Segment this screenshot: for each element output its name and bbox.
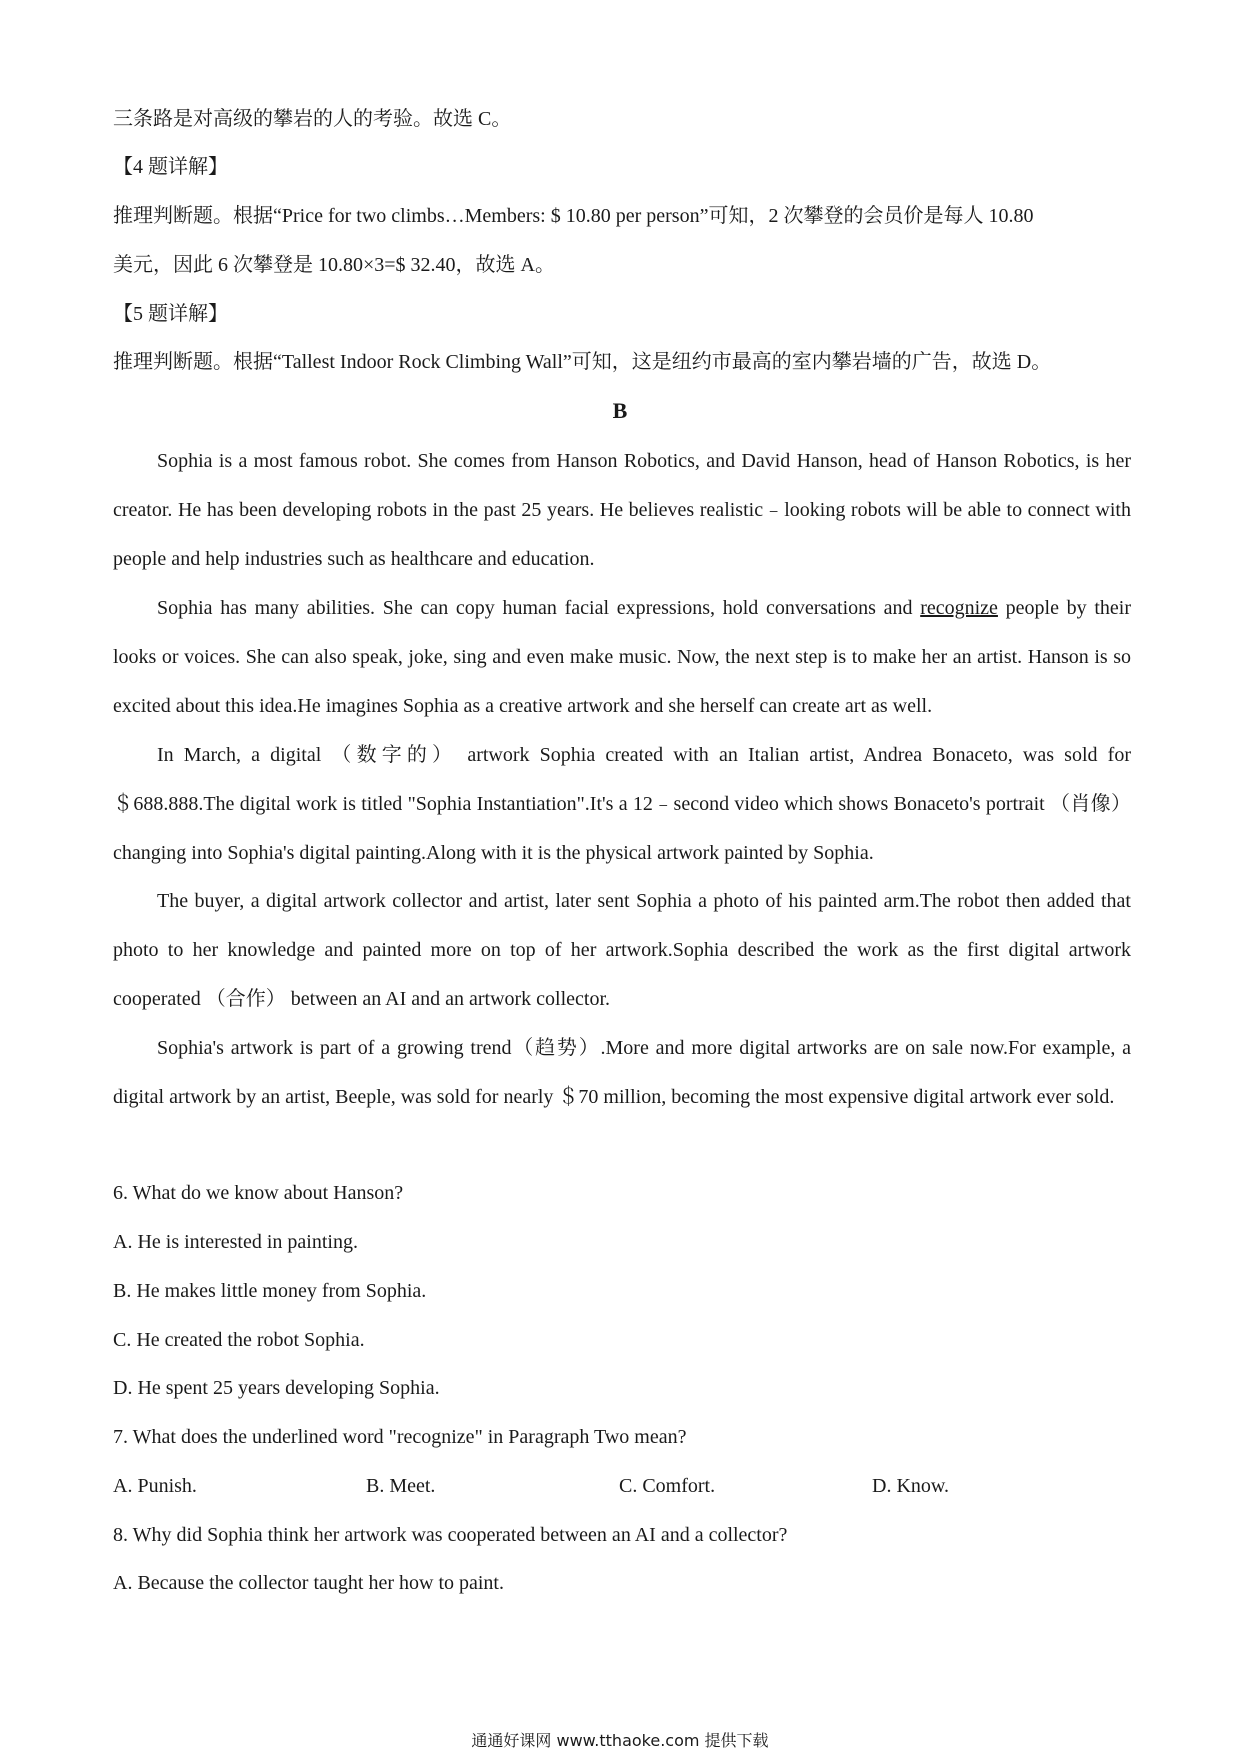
- answer-5-heading: 【5 题详解】: [113, 303, 228, 325]
- question-7: 7. What does the underlined word "recognize" in Paragraph Two mean?: [113, 1426, 687, 1448]
- section-title: B: [612, 398, 628, 423]
- answer-4-line-2: 美元，因此 6 次攀登是 10.80×3=$ 32.40，故选 A。: [113, 254, 556, 276]
- question-6: 6. What do we know about Hanson?: [113, 1182, 404, 1204]
- question-8: 8. Why did Sophia think her artwork was cooperated between an AI and a collector?: [113, 1524, 788, 1546]
- underlined-word: recognize: [920, 597, 998, 619]
- paragraph-2-start: Sophia has many abilities. She can copy human facial expressions, hold conversations and: [157, 597, 921, 619]
- footer-source: 通通好课网 www.tthaoke.com 提供下载: [471, 1731, 769, 1750]
- question-6-option-b: B. He makes little money from Sophia.: [113, 1280, 427, 1302]
- question-6-option-c: C. He created the robot Sophia.: [113, 1329, 365, 1351]
- paragraph-2-text: [113, 584, 1131, 731]
- paragraph-1-text: Sophia is a most famous robot. She comes from Hanson Robotics, and David Hanson, head of Hanson Robotics, is her creator. He has been developing robots in the past 25 years. He believes realistic﹣looking robots will be able to connect with people and help industries such as healthcare and education.: [113, 450, 1131, 570]
- question-6-option-a: A. He is interested in painting.: [113, 1231, 358, 1253]
- question-6-option-d: D. He spent 25 years developing Sophia.: [113, 1377, 440, 1399]
- paragraph-5-text: Sophia's artwork is part of a growing trend（趋势）.More and more digital artworks are on sale now.For example, a digital artwork by an artist, Beeple, was sold for nearly ＄70 million, becoming the most expensive digital artwork ever sold.: [113, 1037, 1131, 1108]
- answer-line-3-end: 三条路是对高级的攀岩的人的考验。故选 C。: [113, 108, 512, 130]
- paragraph-2-end: people by their looks or voices. She can also speak, joke, sing and even make music. Now, the next step is to make her an artist. Hanson is so excited about this idea.He imagines Sophia as a creative artwork and she herself can create art as well.: [113, 597, 1131, 717]
- question-7-option-a: A. Punish.: [113, 1475, 197, 1497]
- answer-4-heading: 【4 题详解】: [113, 156, 228, 178]
- passage-paragraph-3: [113, 731, 1131, 878]
- question-8-option-a: A. Because the collector taught her how to paint.: [113, 1572, 504, 1594]
- passage-paragraph-5: [113, 1024, 1131, 1122]
- question-7-option-b: B. Meet.: [366, 1475, 436, 1497]
- passage-paragraph-4: [113, 877, 1131, 1024]
- paragraph-3-text: In March, a digital （数字的） artwork Sophia created with an Italian artist, Andrea Bonaceto, was sold for ＄688.888.The digital work is titled "Sophia Instantiation".It's a 12﹣second video which shows Bonaceto's portrait （肖像） changing into Sophia's digital painting.Along with it is the physical artwork painted by Sophia.: [113, 744, 1131, 864]
- question-7-option-d: D. Know.: [872, 1475, 950, 1497]
- question-7-option-c: C. Comfort.: [619, 1475, 716, 1497]
- answer-4-line-1: 推理判断题。根据“Price for two climbs…Members: $ 10.80 per person”可知，2 次攀登的会员价是每人 10.80: [113, 205, 1034, 227]
- answer-5-line-1: 推理判断题。根据“Tallest Indoor Rock Climbing Wall”可知，这是纽约市最高的室内攀岩墙的广告，故选 D。: [113, 351, 1052, 373]
- passage-paragraph-1: [113, 437, 1131, 584]
- paragraph-4-text: The buyer, a digital artwork collector and artist, later sent Sophia a photo of his painted arm.The robot then added that photo to her knowledge and painted more on top of her artwork.Sophia described the work as the first digital artwork cooperated （合作） between an AI and an artwork collector.: [113, 890, 1131, 1010]
- passage-paragraph-2: [113, 584, 1131, 731]
